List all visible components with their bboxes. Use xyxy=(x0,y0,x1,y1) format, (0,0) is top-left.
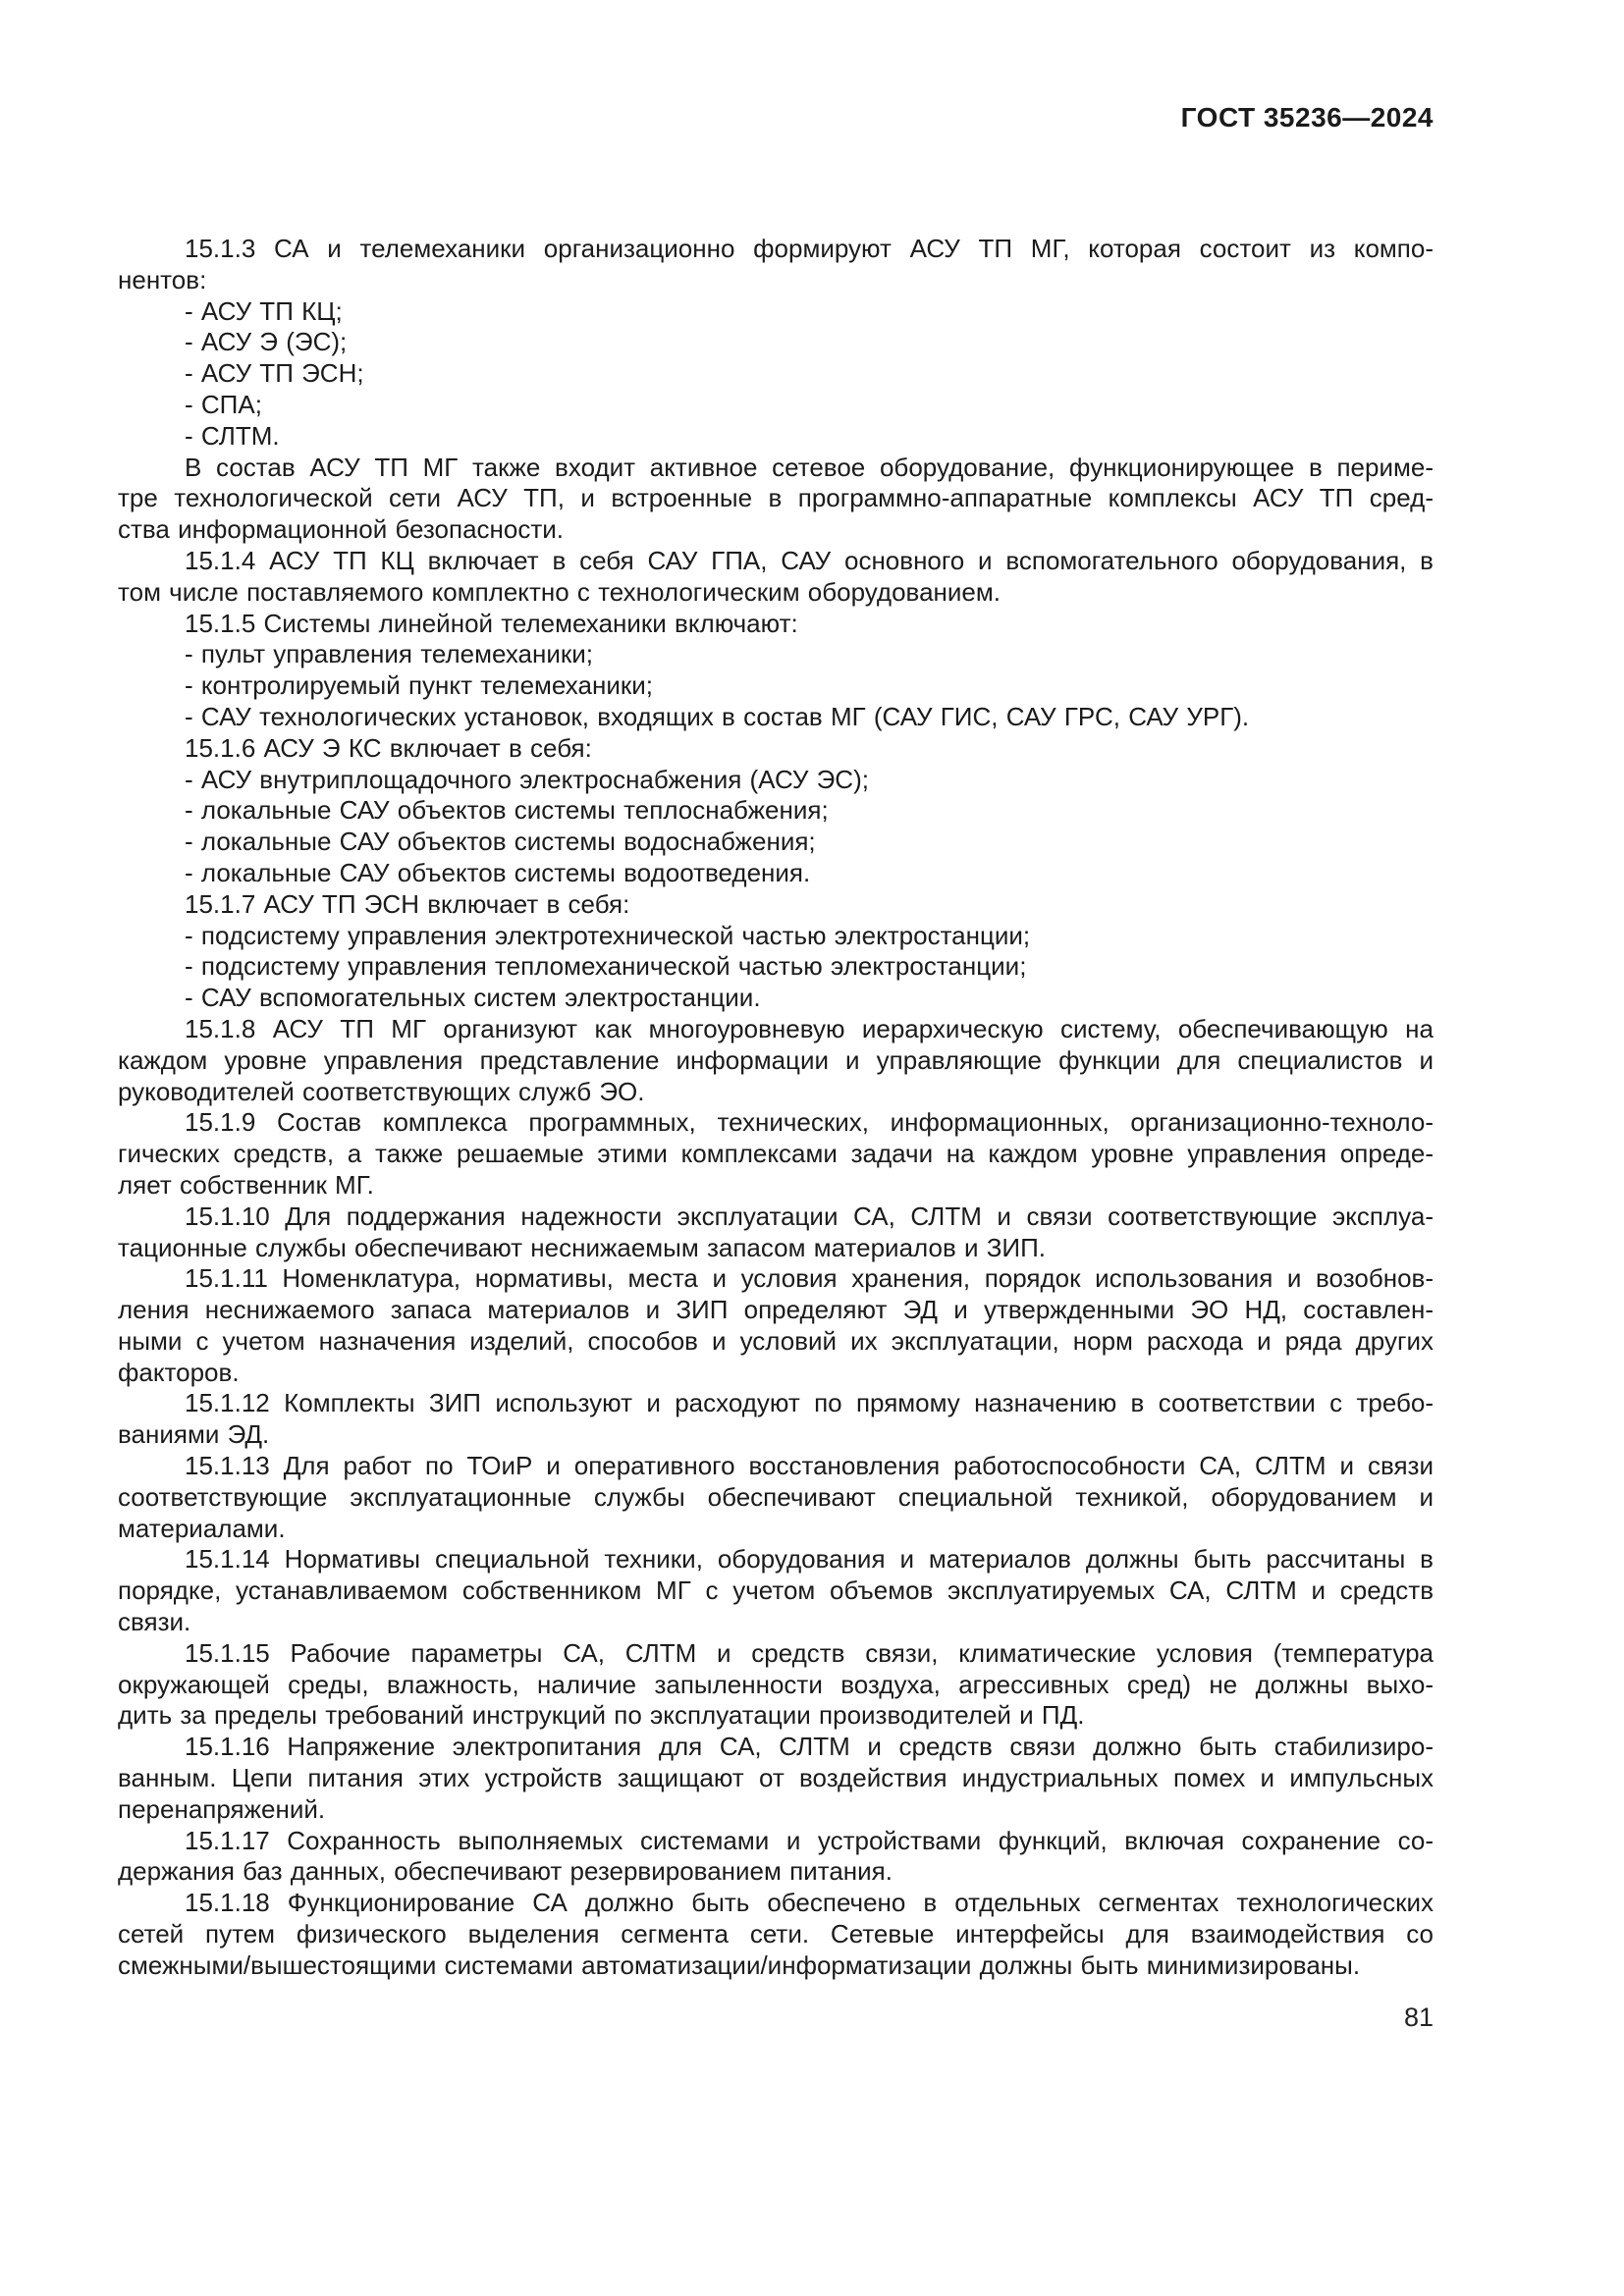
text-line: - локальные САУ объектов системы водоотведения. xyxy=(185,857,811,887)
text-line: 15.1.8 АСУ ТП МГ организуют как многоуровневую иерархическую систему, обеспечивающую на xyxy=(185,1013,1434,1043)
text-line: каждом уровне управления представление информации и управляющие функции для специалистов и xyxy=(118,1044,1434,1075)
text-line: 15.1.7 АСУ ТП ЭСН включает в себя: xyxy=(185,888,630,919)
text-line: - АСУ Э (ЭС); xyxy=(185,327,348,357)
text-line: материалами. xyxy=(118,1513,286,1543)
text-line: 15.1.11 Номенклатура, нормативы, места и условия хранения, порядок использования и возобнов- xyxy=(185,1263,1434,1294)
text-line: смежными/вышестоящими системами автоматизации/информатизации должны быть минимизированы. xyxy=(118,1949,1361,1980)
page-number: 81 xyxy=(1403,2002,1434,2032)
bullet-item xyxy=(118,921,1434,952)
text-line: гических средств, а также решаемые этими комплексами задачи на каждом уровне управления опреде- xyxy=(118,1139,1434,1169)
text-line: - САУ технологических установок, входящих в состав МГ (САУ ГИС, САУ ГРС, САУ УРГ). xyxy=(185,701,1250,731)
text-line: 15.1.16 Напряжение электропитания для СА, СЛТМ и средств связи должно быть стабилизиро- xyxy=(185,1732,1434,1762)
paragraph xyxy=(118,1888,1434,1981)
text-line: 15.1.3 СА и телемеханики организационно формируют АСУ ТП МГ, которая состоит из компо- xyxy=(185,234,1434,263)
paragraph xyxy=(118,234,1434,296)
text-line: перенапряжений. xyxy=(118,1793,326,1824)
paragraph xyxy=(118,453,1434,546)
text-line: - локальные САУ объектов системы теплоснабжения; xyxy=(185,795,829,826)
text-line: - подсистему управления электротехнической частью электростанции; xyxy=(185,920,1031,950)
bullet-item xyxy=(118,702,1434,733)
text-line: 15.1.9 Состав комплекса программных, технических, информационных, организационно-техноло- xyxy=(185,1107,1434,1138)
document-header-gost-number: ГОСТ 35236—2024 xyxy=(1180,102,1434,133)
text-line: тре технологической сети АСУ ТП, и встроенные в программно-аппаратные комплексы АСУ ТП сред- xyxy=(118,483,1434,513)
text-line: 15.1.14 Нормативы специальной техники, оборудования и материалов должны быть рассчитаны в xyxy=(185,1544,1434,1575)
text-line: - локальные САУ объектов системы водоснабжения; xyxy=(185,827,816,857)
bullet-item xyxy=(118,639,1434,670)
document-body xyxy=(118,234,1434,1982)
text-line: 15.1.6 АСУ Э КС включает в себя: xyxy=(185,732,592,763)
paragraph xyxy=(118,733,1434,765)
bullet-item xyxy=(118,390,1434,421)
text-line: 15.1.12 Комплекты ЗИП используют и расходуют по прямому назначению в соответствии с требо- xyxy=(185,1388,1434,1418)
text-line: порядке, устанавливаемом собственником МГ с учетом объемов эксплуатируемых СА, СЛТМ и средств xyxy=(118,1575,1434,1606)
bullet-item xyxy=(118,358,1434,390)
text-line: 15.1.13 Для работ по ТОиР и оперативного восстановления работоспособности СА, СЛТМ и связи xyxy=(185,1451,1434,1481)
text-line: нентов: xyxy=(118,264,207,294)
text-line: сетей путем физического выделения сегмента сети. Сетевые интерфейсы для взаимодействия со xyxy=(118,1919,1434,1949)
paragraph xyxy=(118,1014,1434,1107)
paragraph xyxy=(118,1544,1434,1637)
paragraph xyxy=(118,1107,1434,1201)
paragraph xyxy=(118,1388,1434,1451)
text-line: - АСУ внутриплощадочного электроснабжения (АСУ ЭС); xyxy=(185,764,869,794)
text-line: ванным. Цепи питания этих устройств защищают от воздействия индустриальных помех и импульсных xyxy=(118,1763,1434,1793)
text-line: том числе поставляемого комплектно с технологическим оборудованием. xyxy=(118,576,1001,607)
paragraph xyxy=(118,1263,1434,1388)
paragraph xyxy=(118,1826,1434,1889)
paragraph xyxy=(118,1638,1434,1732)
bullet-item xyxy=(118,827,1434,858)
text-line: - АСУ ТП КЦ; xyxy=(185,295,343,326)
paragraph xyxy=(118,609,1434,640)
bullet-item xyxy=(118,327,1434,358)
text-line: 15.1.10 Для поддержания надежности эксплуатации СА, СЛТМ и связи соответствующие эксплуа- xyxy=(185,1201,1434,1231)
text-line: факторов. xyxy=(118,1357,240,1387)
text-line: 15.1.15 Рабочие параметры СА, СЛТМ и средств связи, климатические условия (температура xyxy=(185,1637,1434,1668)
text-line: 15.1.5 Системы линейной телемеханики включают: xyxy=(185,608,798,638)
bullet-item xyxy=(118,983,1434,1014)
paragraph xyxy=(118,1732,1434,1825)
text-line: руководителей соответствующих служб ЭО. xyxy=(118,1076,645,1106)
paragraph xyxy=(118,1201,1434,1264)
text-line: - контролируемый пункт телемеханики; xyxy=(185,670,653,701)
text-line: ляет собственник МГ. xyxy=(118,1169,374,1200)
text-line: - СЛТМ. xyxy=(185,420,280,451)
text-line: дить за пределы требований инструкций по эксплуатации производителей и ПД. xyxy=(118,1700,1085,1731)
paragraph xyxy=(118,889,1434,921)
text-line: ваниями ЭД. xyxy=(118,1419,270,1450)
bullet-item xyxy=(118,670,1434,702)
text-line: - АСУ ТП ЭСН; xyxy=(185,358,364,389)
text-line: В состав АСУ ТП МГ также входит активное сетевое оборудование, функционирующее в периме- xyxy=(185,452,1434,482)
bullet-item xyxy=(118,765,1434,796)
bullet-item xyxy=(118,296,1434,328)
text-line: ства информационной безопасности. xyxy=(118,514,565,545)
text-line: соответствующие эксплуатационные службы обеспечивают специальной техникой, оборудованием и xyxy=(118,1481,1434,1512)
text-line: 15.1.17 Сохранность выполняемых системами и устройствами функций, включая сохранение со- xyxy=(185,1825,1434,1855)
text-line: - САУ вспомогательных систем электростанции. xyxy=(185,983,761,1013)
document-page xyxy=(118,102,1434,1982)
text-line: - СПА; xyxy=(185,389,262,419)
text-line: ными с учетом назначения изделий, способов и условий их эксплуатации, норм расхода и ряда других xyxy=(118,1325,1434,1356)
text-line: окружающей среды, влажность, наличие запыленности воздуха, агрессивных сред) не должны выхо- xyxy=(118,1669,1434,1699)
paragraph xyxy=(118,1451,1434,1544)
bullet-item xyxy=(118,858,1434,889)
text-line: держания баз данных, обеспечивают резервированием питания. xyxy=(118,1856,893,1887)
text-line: ления неснижаемого запаса материалов и ЗИП определяют ЭД и утвержденными ЭО НД, составлен- xyxy=(118,1295,1434,1325)
text-line: связи. xyxy=(118,1607,191,1637)
text-line: тационные службы обеспечивают неснижаемым запасом материалов и ЗИП. xyxy=(118,1232,1047,1262)
text-line: - пульт управления телемеханики; xyxy=(185,639,594,669)
text-line: 15.1.4 АСУ ТП КЦ включает в себя САУ ГПА, САУ основного и вспомогательного оборудования, в xyxy=(185,545,1434,575)
paragraph xyxy=(118,546,1434,609)
bullet-item xyxy=(118,951,1434,983)
text-line: - подсистему управления тепломеханической частью электростанции; xyxy=(185,951,1027,982)
bullet-item xyxy=(118,795,1434,827)
bullet-item xyxy=(118,421,1434,453)
text-line: 15.1.18 Функционирование СА должно быть обеспечено в отдельных сегментах технологических xyxy=(185,1888,1434,1918)
